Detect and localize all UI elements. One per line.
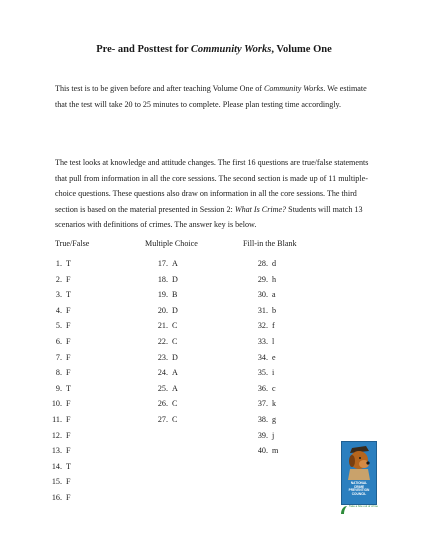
question-number: 9. bbox=[55, 383, 62, 393]
question-number: 2. bbox=[55, 274, 62, 284]
answer-row bbox=[256, 350, 278, 366]
question-number: 37. bbox=[257, 399, 268, 409]
answer-row bbox=[256, 318, 278, 334]
question-number: 36. bbox=[257, 383, 268, 393]
answer-row bbox=[43, 256, 71, 272]
answer-row bbox=[256, 334, 278, 350]
question-number: 6. bbox=[55, 336, 62, 346]
answer-row bbox=[156, 287, 178, 303]
answer-row bbox=[43, 303, 71, 319]
answer-row bbox=[43, 412, 71, 428]
question-number: 21. bbox=[157, 321, 168, 331]
answer-row bbox=[156, 334, 178, 350]
answer-row bbox=[256, 303, 278, 319]
answer-value: d bbox=[272, 259, 277, 268]
question-number: 1. bbox=[55, 259, 62, 268]
true-false-heading: True/False bbox=[55, 239, 90, 248]
answer-row bbox=[43, 318, 71, 334]
question-number: 14. bbox=[51, 461, 62, 471]
question-number: 12. bbox=[51, 430, 62, 440]
answer-value: B bbox=[172, 290, 178, 300]
answer-row bbox=[43, 459, 71, 475]
answer-value: F bbox=[66, 336, 71, 346]
answer-value: F bbox=[66, 368, 71, 378]
answer-value: D bbox=[172, 274, 178, 284]
fill-in-blank-heading: Fill-in the Blank bbox=[243, 239, 297, 248]
question-number: 7. bbox=[55, 352, 62, 362]
answer-row bbox=[43, 381, 71, 397]
question-number: 26. bbox=[157, 399, 168, 409]
answer-value: C bbox=[172, 336, 178, 346]
answer-row bbox=[156, 272, 178, 288]
answer-row bbox=[156, 350, 178, 366]
multiple-choice-answers bbox=[156, 256, 178, 428]
answer-row bbox=[156, 256, 178, 272]
question-number: 13. bbox=[51, 446, 62, 456]
answer-value: A bbox=[172, 259, 178, 268]
answer-row bbox=[256, 412, 278, 428]
answer-value: e bbox=[272, 352, 276, 362]
answer-row bbox=[256, 365, 278, 381]
question-number: 33. bbox=[257, 336, 268, 346]
answer-row bbox=[156, 365, 178, 381]
answer-value: F bbox=[66, 414, 71, 424]
question-number: 17. bbox=[157, 259, 168, 268]
answer-value: h bbox=[272, 274, 277, 284]
answer-row bbox=[256, 272, 278, 288]
logo-tagline: Take a bite out of crime bbox=[349, 504, 378, 508]
answer-value: F bbox=[66, 321, 71, 331]
answer-value: j bbox=[272, 430, 275, 440]
answer-row bbox=[43, 350, 71, 366]
answer-value: A bbox=[172, 368, 178, 378]
answer-row bbox=[43, 334, 71, 350]
fill-in-blank-answers bbox=[256, 256, 278, 459]
description-paragraph: The test looks at knowledge and attitude changes. The first 16 questions are true/false statements that pull from information in all the core sessions. The second section is made up of 11 multiple-choice questions. These questions also draw on information in all the core sessions. The third section is based on the material presented in Session 2: What Is Crime? Students will match 13 scenarios with definitions of crimes. The answer key is below. bbox=[55, 158, 369, 230]
answer-value: C bbox=[172, 321, 178, 331]
answer-row bbox=[43, 396, 71, 412]
question-number: 24. bbox=[157, 368, 168, 378]
question-number: 32. bbox=[257, 321, 268, 331]
answer-value: C bbox=[172, 414, 178, 424]
answer-value: F bbox=[66, 446, 71, 456]
answer-value: T bbox=[66, 383, 71, 393]
answer-value: C bbox=[172, 399, 178, 409]
answer-row bbox=[156, 381, 178, 397]
question-number: 40. bbox=[257, 446, 268, 456]
question-number: 8. bbox=[55, 368, 62, 378]
question-number: 3. bbox=[55, 290, 62, 300]
question-number: 4. bbox=[55, 305, 62, 315]
mcgruff-dog-icon bbox=[342, 442, 376, 482]
answer-value: T bbox=[66, 259, 71, 268]
answer-value: F bbox=[66, 352, 71, 362]
answer-row bbox=[256, 287, 278, 303]
multiple-choice-heading: Multiple Choice bbox=[145, 239, 198, 248]
answer-value: i bbox=[272, 368, 275, 378]
answer-row bbox=[256, 443, 278, 459]
page-title: Pre- and Posttest for Community Works, Volume One bbox=[96, 44, 332, 55]
swoosh-icon bbox=[340, 505, 348, 515]
question-number: 19. bbox=[157, 290, 168, 300]
answer-value: T bbox=[66, 461, 71, 471]
question-number: 22. bbox=[157, 336, 168, 346]
answer-value: F bbox=[66, 399, 71, 409]
answer-value: T bbox=[66, 290, 71, 300]
question-number: 30. bbox=[257, 290, 268, 300]
question-number: 16. bbox=[51, 492, 62, 502]
answer-value: l bbox=[272, 336, 275, 346]
answer-row bbox=[256, 396, 278, 412]
answer-row bbox=[156, 412, 178, 428]
answer-row bbox=[156, 318, 178, 334]
answer-row bbox=[43, 287, 71, 303]
question-number: 31. bbox=[257, 305, 268, 315]
answer-value: k bbox=[272, 399, 277, 409]
question-number: 20. bbox=[157, 305, 168, 315]
answer-row bbox=[43, 272, 71, 288]
answer-value: F bbox=[66, 492, 71, 502]
logo-card bbox=[341, 441, 377, 505]
answer-value: a bbox=[272, 290, 276, 300]
answer-row bbox=[156, 303, 178, 319]
title-italic: Community Works bbox=[190, 44, 272, 55]
answer-row bbox=[43, 443, 71, 459]
answer-value: g bbox=[272, 414, 277, 424]
answer-row bbox=[43, 474, 71, 490]
question-number: 35. bbox=[257, 368, 268, 378]
answer-value: b bbox=[272, 305, 277, 315]
question-number: 5. bbox=[55, 321, 62, 331]
answer-value: F bbox=[66, 274, 71, 284]
answer-value: F bbox=[66, 430, 71, 440]
question-number: 28. bbox=[257, 259, 268, 268]
question-number: 38. bbox=[257, 414, 268, 424]
answer-row bbox=[43, 490, 71, 506]
ncpc-logo bbox=[339, 441, 379, 521]
answer-value: f bbox=[272, 321, 275, 331]
answer-value: F bbox=[66, 305, 71, 315]
answer-value: D bbox=[172, 352, 178, 362]
question-number: 29. bbox=[257, 274, 268, 284]
answer-row bbox=[156, 396, 178, 412]
answer-value: D bbox=[172, 305, 178, 315]
answer-value: F bbox=[66, 477, 71, 487]
answer-row bbox=[256, 381, 278, 397]
intro-paragraph: This test is to be given before and after teaching Volume One of Community Works. We estimate that the test will take 20 to 25 minutes to complete. Please plan testing time accordingly. bbox=[55, 84, 367, 109]
question-number: 11. bbox=[52, 414, 62, 424]
question-number: 10. bbox=[51, 399, 62, 409]
answer-row bbox=[43, 365, 71, 381]
true-false-answers bbox=[43, 256, 71, 506]
logo-org-name: NATIONAL CRIME PREVENTION COUNCIL bbox=[348, 481, 370, 496]
answer-value: A bbox=[172, 383, 178, 393]
question-number: 15. bbox=[51, 477, 62, 487]
question-number: 18. bbox=[157, 274, 168, 284]
answer-value: c bbox=[272, 383, 276, 393]
question-number: 23. bbox=[157, 352, 168, 362]
answer-row bbox=[43, 428, 71, 444]
answer-row bbox=[256, 256, 278, 272]
answer-value: m bbox=[272, 446, 279, 456]
question-number: 34. bbox=[257, 352, 268, 362]
question-number: 27. bbox=[157, 414, 168, 424]
question-number: 25. bbox=[157, 383, 168, 393]
question-number: 39. bbox=[257, 430, 268, 440]
answer-row bbox=[256, 428, 278, 444]
